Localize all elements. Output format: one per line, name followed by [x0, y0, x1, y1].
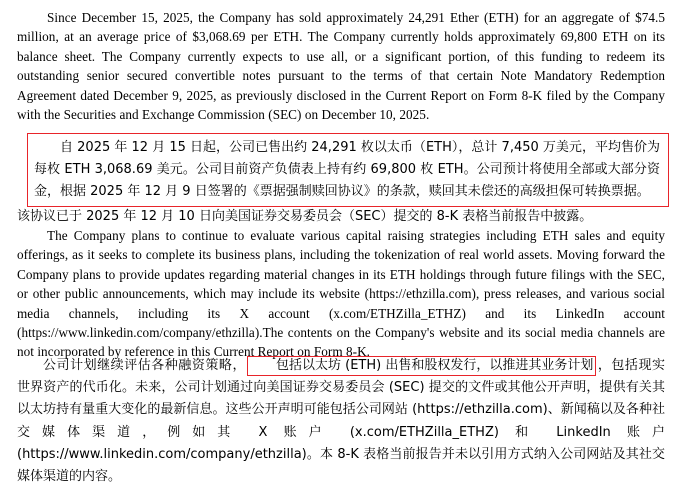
paragraph-chinese-1-trailing: 该协议已于 2025 年 12 月 10 日向美国证券交易委员会（SEC）提交的 8-K 表格当前报告中披露。	[17, 209, 593, 224]
paragraph-english-1: Since December 15, 2025, the Company has sold approximately 24,291 Ether (ETH) for an aggregate of $74.5 million, at an average price of $3,068.69 per ETH. The Company currently holds approximately 69,800 ETH on its balance sheet. The Company currently expects to use all, or a significant portion, of this funding to redeem its outstanding senior secured convertible notes pursuant to the terms of that certain Note Mandatory Redemption Agreement dated December 9, 2025, as previously disclosed in the Current Report on Form 8-K filed by the Company with the Securities and Exchange Commission (SEC) on December 10, 2025.	[17, 10, 665, 123]
highlight-inline-chinese-2: 包括以太坊 (ETH) 出售和股权发行，以推进其业务计划	[247, 356, 596, 376]
paragraph-english-2: The Company plans to continue to evaluate various capital raising strategies including ETH sales and equity offerings, as it seeks to complete its business plans, including the tokenization of real world assets. Moving forward the Company plans to provide updates regarding material changes in its ETH holdings through future filings with the SEC, or other public announcements, which may include its website (https://ethzilla.com), press releases, and various social media channels, including its X account (x.com/ETHZilla_ETHZ) and its LinkedIn account (https://www.linkedin.com/company/ethzilla).The contents on the Company's website and its social media channels are not incorporated by reference in this Current Report on Form 8-K.	[17, 228, 665, 360]
chinese-2-part2: ，包括现实世界资产的代币化。未来，公司计划通过向美国证券交易委员会 (SEC) 提交的文件或其他公开声明，提供有关其以太坊持有量重大变化的最新信息。这些公开声明可能包括公司网站 (https://ethzilla.com)、新闻稿以及各种社交媒体渠道，例如其 X 账户 (x.com/ETHZilla_ETHZ) 和 LinkedIn 账户 (https://www.linkedin.com/company/ethzilla)。本 8-K 表格当前报告并未以引用方式纳入公司网站及其社交媒体渠道的内容。	[17, 358, 665, 485]
paragraph-chinese-2	[17, 355, 665, 488]
paragraph-chinese-1-highlighted: 自 2025 年 12 月 15 日起，公司已售出约 24,291 枚以太币（ETH），总计 7,450 万美元，平均售价为每枚 ETH 3,068.69 美元。公司目前资产负债表上持有约 69,800 枚 ETH。公司预计将使用全部或大部分资金，根据 2025 年 12 月 9 日签署的《票据强制赎回协议》的条款，赎回其未偿还的高级担保可转换票据。	[34, 140, 660, 200]
chinese-2-part1: 公司计划继续评估各种融资策略，	[43, 358, 246, 373]
